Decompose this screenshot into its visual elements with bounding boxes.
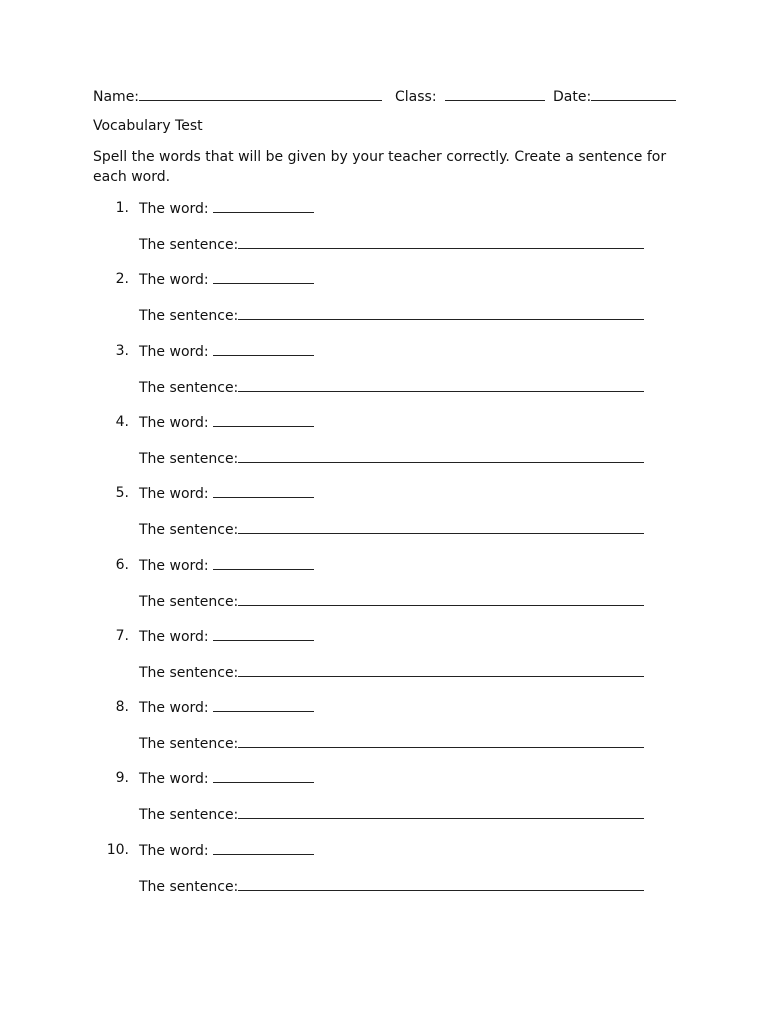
question-number: 10. (106, 842, 129, 858)
question-number: 8. (115, 699, 129, 715)
date-blank[interactable] (591, 86, 676, 101)
sentence-field[interactable] (139, 377, 644, 398)
word-field[interactable] (139, 341, 314, 362)
sentence-blank[interactable] (238, 591, 644, 606)
word-blank[interactable] (213, 626, 314, 641)
sentence-field[interactable] (139, 876, 644, 897)
word-blank[interactable] (213, 555, 314, 570)
word-blank[interactable] (213, 198, 314, 213)
word-field[interactable] (139, 626, 314, 647)
sentence-field[interactable] (139, 662, 644, 683)
word-field[interactable] (139, 697, 314, 718)
sentence-label: The sentence: (139, 380, 239, 396)
word-field[interactable] (139, 412, 314, 433)
word-label: The word: (139, 344, 209, 360)
word-field[interactable] (139, 840, 314, 861)
sentence-label: The sentence: (139, 736, 239, 752)
word-field[interactable] (139, 198, 314, 219)
word-field[interactable] (139, 483, 314, 504)
sentence-blank[interactable] (238, 876, 644, 891)
sentence-field[interactable] (139, 591, 644, 612)
date-label: Date: (553, 89, 592, 105)
sentence-label: The sentence: (139, 522, 239, 538)
question-number: 3. (115, 343, 129, 359)
sentence-field[interactable] (139, 804, 644, 825)
word-label: The word: (139, 700, 209, 716)
date-field[interactable] (553, 86, 676, 107)
sentence-field[interactable] (139, 448, 644, 469)
question-number: 5. (115, 485, 129, 501)
word-label: The word: (139, 629, 209, 645)
sentence-blank[interactable] (238, 234, 644, 249)
name-label: Name: (93, 89, 140, 105)
sentence-label: The sentence: (139, 308, 239, 324)
sentence-label: The sentence: (139, 879, 239, 895)
question-number: 7. (115, 628, 129, 644)
word-blank[interactable] (213, 768, 314, 783)
page-title: Vocabulary Test (93, 118, 203, 134)
sentence-blank[interactable] (238, 662, 644, 677)
name-field[interactable] (93, 86, 382, 107)
sentence-label: The sentence: (139, 594, 239, 610)
class-blank[interactable] (445, 86, 545, 101)
word-field[interactable] (139, 269, 314, 290)
sentence-blank[interactable] (238, 305, 644, 320)
question-number: 6. (115, 557, 129, 573)
sentence-label: The sentence: (139, 237, 239, 253)
word-blank[interactable] (213, 412, 314, 427)
question-number: 2. (115, 271, 129, 287)
question-number: 4. (115, 414, 129, 430)
class-field[interactable] (395, 86, 545, 107)
instructions-text: Spell the words that will be given by your teacher correctly. Create a sentence for each word. (93, 149, 667, 185)
sentence-blank[interactable] (238, 733, 644, 748)
sentence-blank[interactable] (238, 448, 644, 463)
word-label: The word: (139, 201, 209, 217)
word-label: The word: (139, 558, 209, 574)
word-label: The word: (139, 486, 209, 502)
sentence-field[interactable] (139, 519, 644, 540)
word-blank[interactable] (213, 840, 314, 855)
word-blank[interactable] (213, 483, 314, 498)
sentence-blank[interactable] (238, 519, 644, 534)
class-label: Class: (395, 89, 437, 105)
sentence-blank[interactable] (238, 377, 644, 392)
word-field[interactable] (139, 555, 314, 576)
sentence-label: The sentence: (139, 665, 239, 681)
question-number: 9. (115, 770, 129, 786)
word-blank[interactable] (213, 269, 314, 284)
sentence-label: The sentence: (139, 807, 239, 823)
sentence-field[interactable] (139, 234, 644, 255)
word-label: The word: (139, 771, 209, 787)
sentence-field[interactable] (139, 733, 644, 754)
sentence-label: The sentence: (139, 451, 239, 467)
word-label: The word: (139, 272, 209, 288)
word-field[interactable] (139, 768, 314, 789)
question-number: 1. (115, 200, 129, 216)
word-blank[interactable] (213, 697, 314, 712)
word-label: The word: (139, 415, 209, 431)
sentence-field[interactable] (139, 305, 644, 326)
word-label: The word: (139, 843, 209, 859)
name-blank[interactable] (139, 86, 382, 101)
word-blank[interactable] (213, 341, 314, 356)
sentence-blank[interactable] (238, 804, 644, 819)
